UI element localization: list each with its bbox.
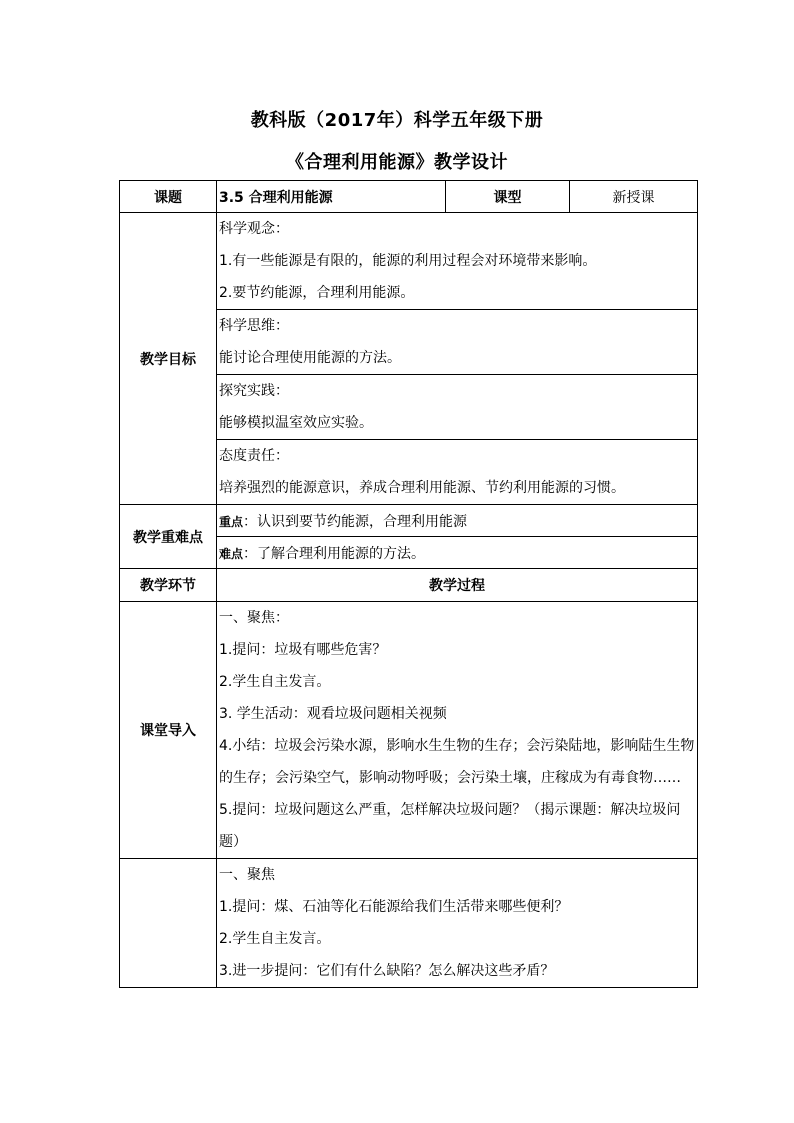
process-header-row: [120, 569, 698, 602]
next-line: 一、聚焦: [219, 867, 275, 883]
intro-summary: 4.小结：垃圾会污染水源，影响水生生物的生存；会污染陆地，影响陆生生物的生存；会污染空气，影响动物呼吸；会污染土壤，庄稼成为有毒食物……: [219, 738, 695, 786]
key-point-prefix: 重点: [219, 514, 244, 529]
intro-line: 一、聚焦：: [219, 610, 289, 626]
topic-value: 3.5 合理利用能源: [217, 181, 446, 213]
goals-label: 教学目标: [120, 213, 217, 505]
next-stage-content: [217, 859, 698, 988]
next-line: 3.进一步提问：它们有什么缺陷？怎么解决这些矛盾？: [219, 963, 555, 979]
next-stage-label: [120, 859, 217, 988]
key-points-label: 教学重难点: [120, 505, 217, 569]
next-stage-row: [120, 859, 698, 988]
goal-heading: 科学思维：: [219, 318, 289, 334]
goals-row-concept: [120, 213, 698, 310]
stage-header: 教学环节: [120, 569, 217, 602]
key-point-row: [120, 505, 698, 537]
goal-item: 2.要节约能源，合理利用能源。: [219, 285, 415, 301]
next-line: 2.学生自主发言。: [219, 931, 331, 947]
goal-inquiry: [217, 375, 698, 440]
goal-attitude: [217, 440, 698, 505]
next-line: 1.提问：煤、石油等化石能源给我们生活带来哪些便利？: [219, 899, 569, 915]
intro-label: 课堂导入: [120, 602, 217, 859]
intro-line: 2.学生自主发言。: [219, 674, 331, 690]
type-value: 新授课: [570, 181, 698, 213]
goal-item: 能够模拟温室效应实验。: [219, 415, 373, 431]
goal-item: 培养强烈的能源意识，养成合理利用能源、节约利用能源的习惯。: [219, 480, 625, 496]
difficulty-prefix: 难点: [219, 546, 244, 561]
intro-line: 1.提问：垃圾有哪些危害？: [219, 642, 387, 658]
intro-line: 3. 学生活动：观看垃圾问题相关视频: [219, 706, 447, 722]
difficulty-point: [217, 537, 698, 569]
key-point-text: ：认识到要节约能源，合理利用能源: [243, 513, 468, 530]
intro-question: 5.提问：垃圾问题这么严重，怎样解决垃圾问题？（揭示课题：解决垃圾问题）: [219, 802, 681, 850]
goal-heading: 态度责任：: [219, 448, 289, 464]
topic-label: 课题: [120, 181, 217, 213]
intro-row: [120, 602, 698, 859]
goal-item: 1.有一些能源是有限的，能源的利用过程会对环境带来影响。: [219, 253, 597, 269]
difficulty-text: ：了解合理利用能源的方法。: [243, 545, 426, 562]
topic-row: [120, 181, 698, 213]
intro-content: [217, 602, 698, 859]
process-header: 教学过程: [217, 569, 698, 602]
goal-science-concept: [217, 213, 698, 310]
goal-item: 能讨论合理使用能源的方法。: [219, 350, 401, 366]
goal-science-thinking: [217, 310, 698, 375]
document-title: 教科版（2017年）科学五年级下册: [250, 110, 544, 131]
key-point: [217, 505, 698, 537]
lesson-title: 《合理利用能源》教学设计: [286, 152, 508, 173]
type-label: 课型: [446, 181, 570, 213]
lesson-plan-table: [119, 180, 698, 988]
goal-heading: 探究实践：: [219, 383, 289, 399]
goal-heading: 科学观念：: [219, 221, 289, 237]
